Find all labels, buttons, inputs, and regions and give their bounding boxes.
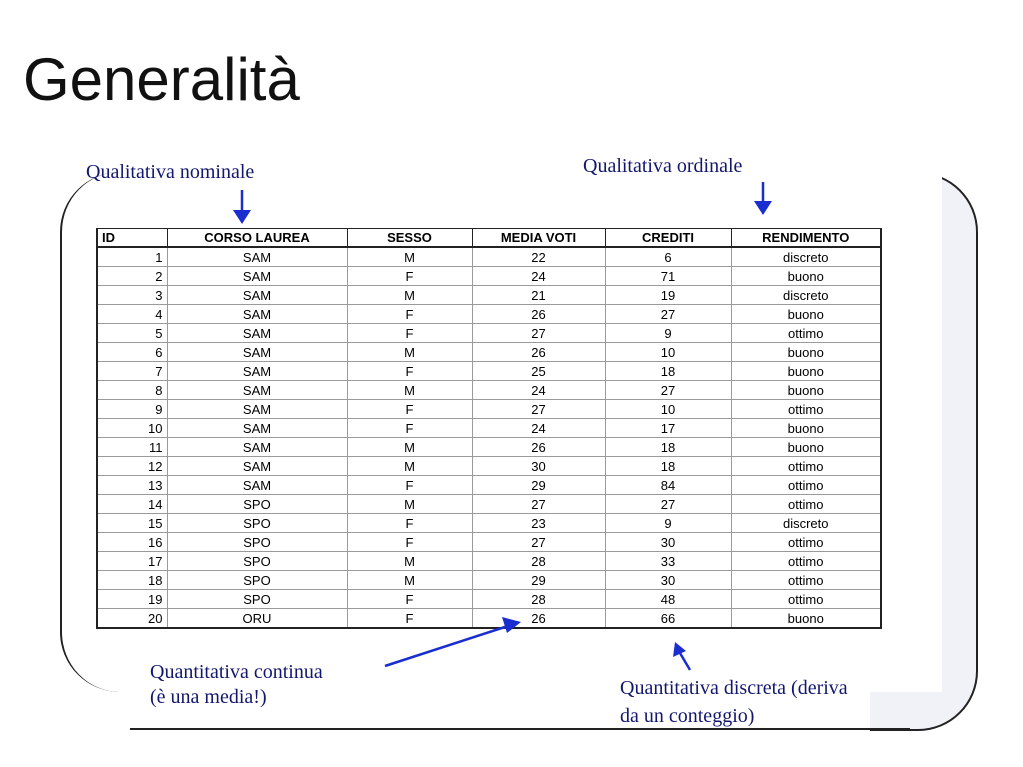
cell-id: 13: [97, 476, 167, 495]
cell-sesso: F: [347, 590, 472, 609]
cell-rendimento: buono: [731, 267, 881, 286]
cell-crediti: 33: [605, 552, 731, 571]
annotation-nominal: Qualitativa nominale: [86, 161, 255, 183]
cell-corso-laurea: SAM: [167, 343, 347, 362]
cell-media-voti: 29: [472, 476, 605, 495]
cell-media-voti: 26: [472, 438, 605, 457]
cell-rendimento: buono: [731, 343, 881, 362]
cell-corso-laurea: SAM: [167, 305, 347, 324]
annotation-continuous-line1: Quantitativa continua: [150, 661, 323, 683]
cell-media-voti: 27: [472, 533, 605, 552]
arrow-discrete-shaft: [680, 653, 690, 670]
cell-sesso: F: [347, 533, 472, 552]
arrow-ordinal-head: [754, 201, 772, 215]
column-header-sesso: SESSO: [347, 229, 472, 248]
cell-rendimento: buono: [731, 609, 881, 629]
cell-corso-laurea: SAM: [167, 362, 347, 381]
cell-id: 17: [97, 552, 167, 571]
cell-rendimento: buono: [731, 305, 881, 324]
cell-media-voti: 24: [472, 381, 605, 400]
cell-id: 5: [97, 324, 167, 343]
cell-rendimento: ottimo: [731, 590, 881, 609]
cell-media-voti: 24: [472, 419, 605, 438]
cell-rendimento: ottimo: [731, 495, 881, 514]
cell-sesso: M: [347, 495, 472, 514]
cell-crediti: 27: [605, 381, 731, 400]
cell-sesso: M: [347, 571, 472, 590]
cell-id: 11: [97, 438, 167, 457]
cell-sesso: M: [347, 457, 472, 476]
cell-media-voti: 26: [472, 609, 605, 629]
cell-rendimento: ottimo: [731, 571, 881, 590]
cell-id: 8: [97, 381, 167, 400]
cell-media-voti: 26: [472, 343, 605, 362]
cell-crediti: 27: [605, 495, 731, 514]
cell-rendimento: ottimo: [731, 400, 881, 419]
cell-id: 3: [97, 286, 167, 305]
arrow-discrete-head: [673, 642, 686, 657]
cell-sesso: F: [347, 476, 472, 495]
cell-corso-laurea: SPO: [167, 552, 347, 571]
cell-corso-laurea: SPO: [167, 533, 347, 552]
cell-sesso: M: [347, 552, 472, 571]
cell-media-voti: 27: [472, 495, 605, 514]
cell-corso-laurea: SAM: [167, 324, 347, 343]
cell-rendimento: ottimo: [731, 457, 881, 476]
cell-sesso: M: [347, 381, 472, 400]
cell-rendimento: ottimo: [731, 476, 881, 495]
cell-corso-laurea: SAM: [167, 438, 347, 457]
cell-crediti: 30: [605, 533, 731, 552]
cell-crediti: 10: [605, 400, 731, 419]
cell-id: 20: [97, 609, 167, 629]
cell-corso-laurea: SPO: [167, 514, 347, 533]
cell-sesso: F: [347, 514, 472, 533]
cell-crediti: 9: [605, 324, 731, 343]
cell-crediti: 18: [605, 457, 731, 476]
cell-id: 18: [97, 571, 167, 590]
cell-rendimento: ottimo: [731, 533, 881, 552]
cell-rendimento: discreto: [731, 514, 881, 533]
cell-corso-laurea: SAM: [167, 267, 347, 286]
column-header-media-voti: MEDIA VOTI: [472, 229, 605, 248]
cell-crediti: 84: [605, 476, 731, 495]
cell-sesso: M: [347, 438, 472, 457]
column-header-crediti: CREDITI: [605, 229, 731, 248]
cell-rendimento: ottimo: [731, 552, 881, 571]
cell-rendimento: buono: [731, 419, 881, 438]
arrow-nominal-head: [233, 210, 251, 224]
cell-media-voti: 24: [472, 267, 605, 286]
cell-media-voti: 27: [472, 324, 605, 343]
cell-rendimento: buono: [731, 362, 881, 381]
cell-crediti: 27: [605, 305, 731, 324]
cell-crediti: 48: [605, 590, 731, 609]
cell-sesso: F: [347, 400, 472, 419]
annotation-continuous-line2: (è una media!): [150, 686, 267, 708]
cell-rendimento: ottimo: [731, 324, 881, 343]
cell-id: 7: [97, 362, 167, 381]
cell-corso-laurea: ORU: [167, 609, 347, 629]
cell-corso-laurea: SAM: [167, 286, 347, 305]
cell-media-voti: 29: [472, 571, 605, 590]
cell-sesso: M: [347, 247, 472, 267]
cell-crediti: 19: [605, 286, 731, 305]
cell-rendimento: buono: [731, 381, 881, 400]
annotation-discrete-line2: da un conteggio): [620, 705, 755, 727]
arrow-continuous-shaft: [385, 626, 508, 666]
cell-rendimento: discreto: [731, 247, 881, 267]
cell-id: 6: [97, 343, 167, 362]
annotation-ordinal: Qualitativa ordinale: [583, 155, 743, 177]
column-header-id: ID: [97, 229, 167, 248]
cell-id: 10: [97, 419, 167, 438]
cell-id: 15: [97, 514, 167, 533]
cell-sesso: M: [347, 286, 472, 305]
annotation-discrete-line1: Quantitativa discreta (deriva: [620, 677, 848, 699]
cell-corso-laurea: SAM: [167, 247, 347, 267]
cell-sesso: M: [347, 343, 472, 362]
cell-crediti: 30: [605, 571, 731, 590]
cell-sesso: F: [347, 609, 472, 629]
cell-id: 12: [97, 457, 167, 476]
cell-sesso: F: [347, 362, 472, 381]
cell-rendimento: buono: [731, 438, 881, 457]
cell-corso-laurea: SAM: [167, 457, 347, 476]
cell-rendimento: discreto: [731, 286, 881, 305]
column-header-corso-laurea: CORSO LAUREA: [167, 229, 347, 248]
cell-crediti: 9: [605, 514, 731, 533]
cell-crediti: 17: [605, 419, 731, 438]
cell-media-voti: 21: [472, 286, 605, 305]
cell-id: 1: [97, 247, 167, 267]
cell-id: 19: [97, 590, 167, 609]
cell-id: 9: [97, 400, 167, 419]
cell-corso-laurea: SAM: [167, 476, 347, 495]
cell-sesso: F: [347, 324, 472, 343]
cell-media-voti: 26: [472, 305, 605, 324]
cell-media-voti: 25: [472, 362, 605, 381]
cell-sesso: F: [347, 305, 472, 324]
cell-id: 14: [97, 495, 167, 514]
cell-crediti: 18: [605, 438, 731, 457]
arrow-continuous-head: [502, 617, 521, 633]
column-header-rendimento: RENDIMENTO: [731, 229, 881, 248]
cell-id: 4: [97, 305, 167, 324]
cell-corso-laurea: SAM: [167, 381, 347, 400]
cell-corso-laurea: SPO: [167, 590, 347, 609]
cell-media-voti: 27: [472, 400, 605, 419]
cell-media-voti: 22: [472, 247, 605, 267]
cell-media-voti: 28: [472, 590, 605, 609]
slide-title: Generalità: [23, 46, 300, 113]
cell-id: 16: [97, 533, 167, 552]
cell-corso-laurea: SAM: [167, 400, 347, 419]
cell-corso-laurea: SAM: [167, 419, 347, 438]
cell-media-voti: 28: [472, 552, 605, 571]
cell-crediti: 6: [605, 247, 731, 267]
cell-media-voti: 23: [472, 514, 605, 533]
cell-crediti: 10: [605, 343, 731, 362]
cell-corso-laurea: SPO: [167, 571, 347, 590]
cell-crediti: 18: [605, 362, 731, 381]
cell-corso-laurea: SPO: [167, 495, 347, 514]
cell-crediti: 71: [605, 267, 731, 286]
cell-crediti: 66: [605, 609, 731, 629]
cell-media-voti: 30: [472, 457, 605, 476]
cell-sesso: F: [347, 267, 472, 286]
cell-sesso: F: [347, 419, 472, 438]
cell-id: 2: [97, 267, 167, 286]
